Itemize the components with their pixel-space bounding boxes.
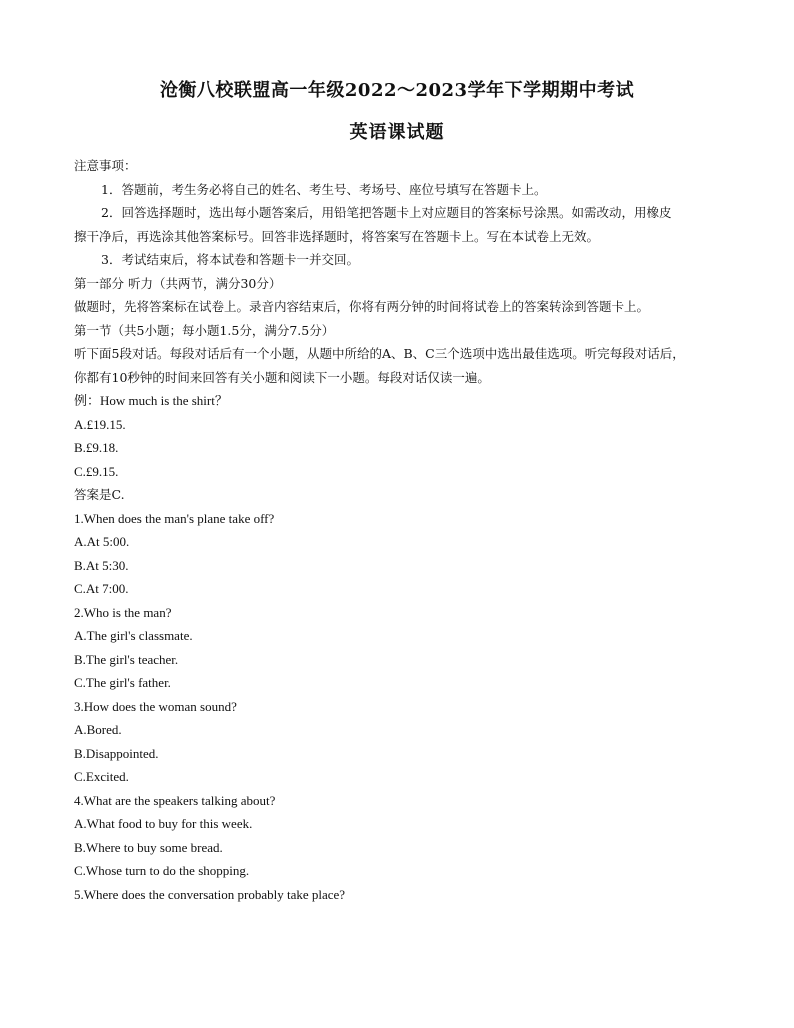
page-subtitle: 英语课试题 — [349, 122, 445, 143]
question-1-option-a: A.At 5:00. — [74, 534, 130, 549]
question-3-option-b: B.Disappointed. — [74, 745, 159, 761]
question-4-option-c: C.Whose turn to do the shopping. — [74, 863, 250, 878]
exam-body — [74, 154, 724, 906]
question-3-option-c: C.Excited. — [74, 769, 129, 784]
page-title: 沧衡八校联盟高一年级2022～2023学年下学期期中考试 — [159, 80, 635, 101]
question-1-option-b: B.At 5:30. — [74, 557, 129, 573]
question-2: 2.Who is the man? — [74, 604, 172, 620]
notice-item-2-line-2: 擦干净后，再选涂其他答案标号。回答非选择题时，将答案写在答题卡上。写在本试卷上无效。 — [74, 228, 600, 244]
section1-instruction-line-1: 听下面5段对话。每段对话后有一个小题，从题中所给的A、B、C三个选项中选出最佳选项。听完每段对话后， — [74, 346, 685, 361]
question-1-option-c: C.At 7:00. — [74, 581, 129, 596]
example-option-b: B.£9.18. — [74, 440, 119, 455]
example-option-c: C.£9.15. — [74, 463, 119, 479]
question-3-option-a: A.Bored. — [74, 722, 122, 737]
question-4-option-a: A.What food to buy for this week. — [74, 816, 253, 831]
section1-heading: 第一节（共5小题；每小题1.5分，满分7.5分） — [74, 322, 335, 338]
notice-item-3: 3．考试结束后，将本试卷和答题卡一并交回。 — [101, 252, 359, 267]
part1-instruction: 做题时，先将答案标在试卷上。录音内容结束后，你将有两分钟的时间将试卷上的答案转涂到答题卡上。 — [74, 299, 650, 314]
question-5: 5.Where does the conversation probably take place? — [74, 886, 346, 902]
example-option-a: A.£19.15. — [74, 416, 126, 432]
question-3: 3.How does the woman sound? — [74, 698, 237, 714]
notice-heading: 注意事项： — [74, 158, 137, 173]
question-4: 4.What are the speakers talking about? — [74, 792, 276, 808]
notice-item-1: 1．答题前，考生务必将自己的姓名、考生号、考场号、座位号填写在答题卡上。 — [101, 181, 547, 197]
example-answer: 答案是C. — [74, 487, 125, 502]
notice-item-2-line-1: 2．回答选择题时，选出每小题答案后，用铅笔把答题卡上对应题目的答案标号涂黑。如需改动，用橡皮 — [101, 205, 672, 220]
example-question: 例：How much is the shirt？ — [74, 393, 228, 408]
question-4-option-b: B.Where to buy some bread. — [74, 839, 223, 855]
section1-instruction-line-2: 你都有10秒钟的时间来回答有关小题和阅读下一小题。每段对话仅读一遍。 — [74, 369, 490, 385]
question-2-option-a: A.The girl's classmate. — [74, 628, 193, 643]
part1-heading: 第一部分 听力（共两节，满分30分） — [74, 275, 282, 291]
question-1: 1.When does the man's plane take off? — [74, 510, 275, 526]
question-2-option-c: C.The girl's father. — [74, 675, 171, 690]
question-2-option-b: B.The girl's teacher. — [74, 651, 179, 667]
